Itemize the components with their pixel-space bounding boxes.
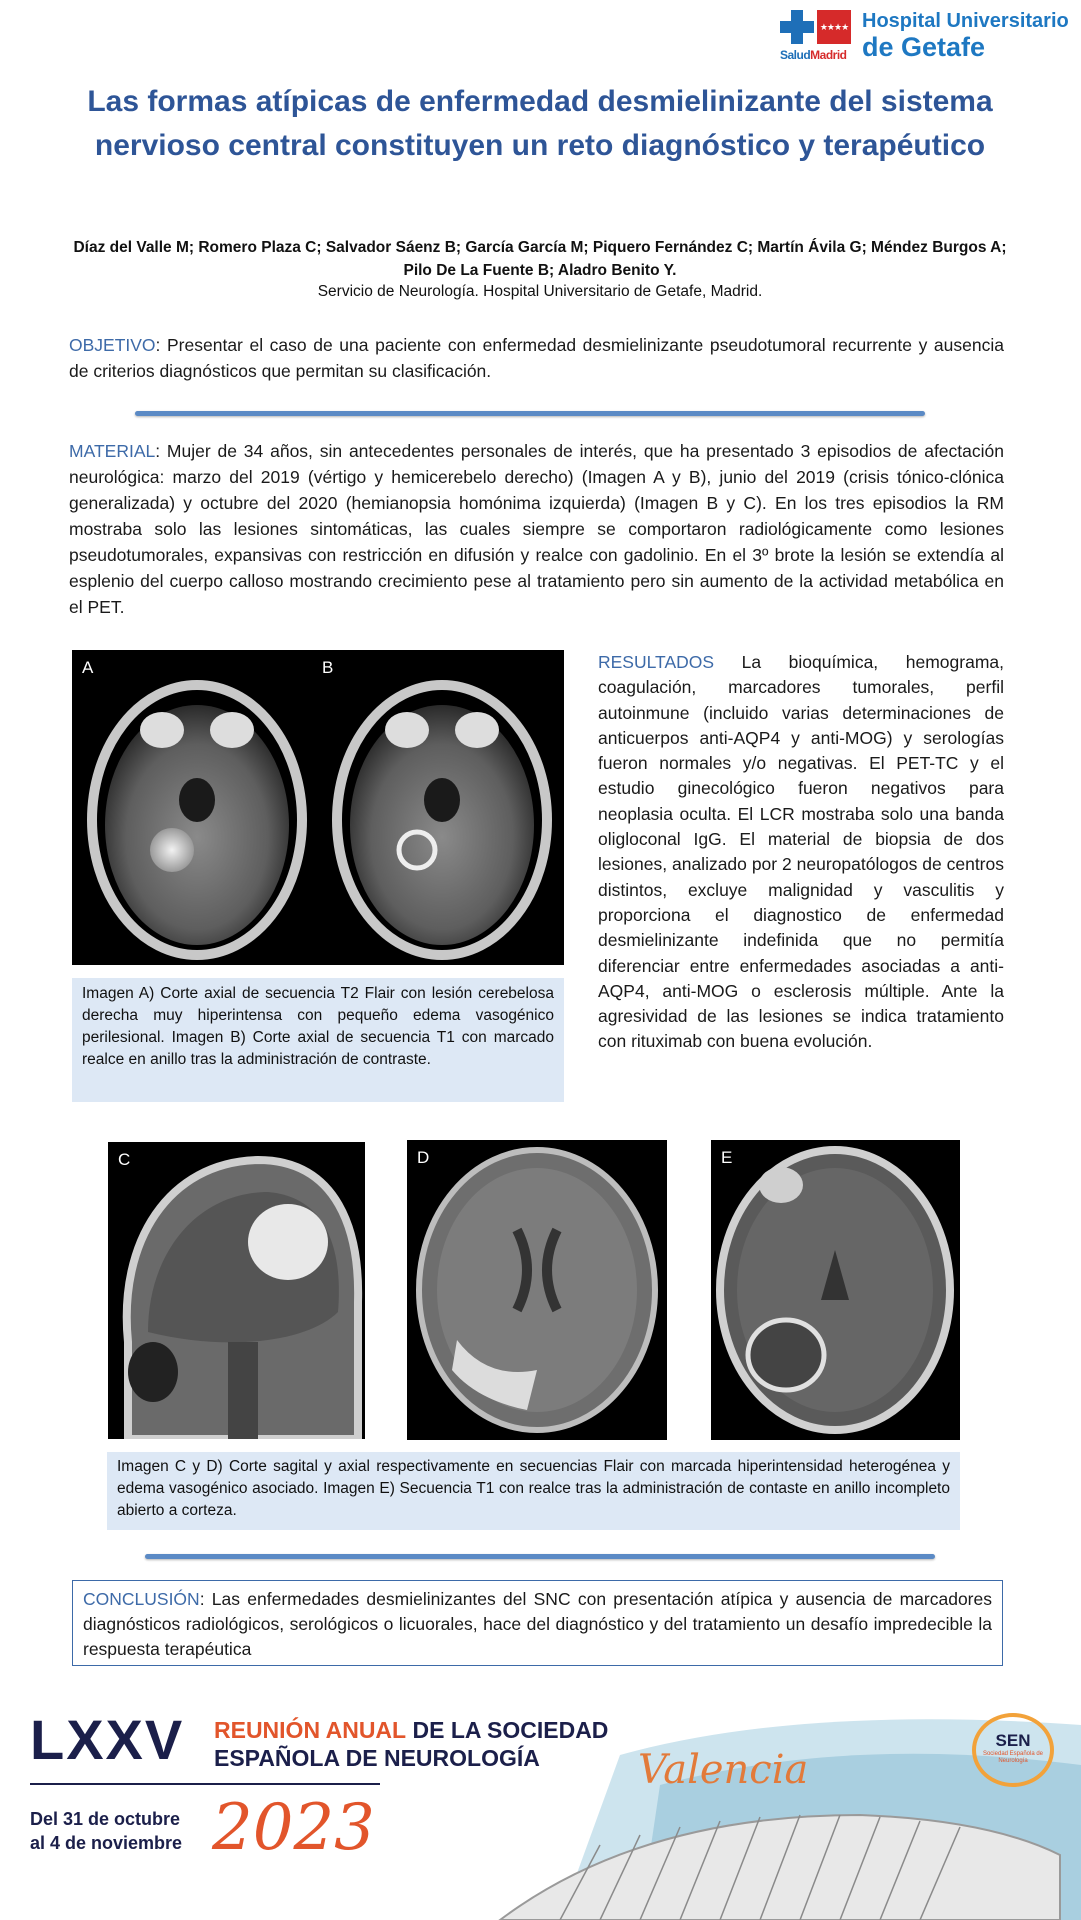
sen-logo-subtext: Sociedad Española de Neurología [982,1751,1044,1764]
caption-cde: Imagen C y D) Corte sagital y axial respectivamente en secuencias Flair con marcada hiperintensidad heterogénea y edema vasogénico asociado. Imagen E) Secuencia T1 con realce tras la administración de contaste en anillo incompleto abierto a corteza. [107,1452,960,1530]
authors-line-2: Pilo De La Fuente B; Aladro Benito Y. [403,262,677,279]
congress-name-line-2: ESPAÑOLA DE NEUROLOGÍA [214,1745,540,1771]
image-label-d: D [417,1148,430,1167]
congress-number: LXXV [30,1708,185,1771]
material-label: MATERIAL [69,441,156,461]
authors-line-1: Díaz del Valle M; Romero Plaza C; Salvador Sáenz B; García García M; Piquero Fernández C; Martín Ávila G; Méndez Burgos A; [73,239,1007,256]
poster-title: Las formas atípicas de enfermedad desmielinizante del sistema nervioso central constituyen un reto diagnóstico y terapéutico [87,85,993,162]
dates-line-2: al 4 de noviembre [30,1833,183,1853]
divider-1 [135,411,925,416]
logo-line-1: Hospital Universitario [862,10,1069,32]
hospital-logo [780,8,1070,64]
mri-axial-flair [407,1140,667,1440]
congress-name-line-1: REUNIÓN ANUAL DE LA SOCIEDAD [214,1717,609,1743]
mri-image-c [108,1142,365,1439]
mri-image-e [711,1140,960,1440]
logo-line-2: de Getafe [862,32,986,62]
congress-city: Valencia [638,1747,809,1793]
image-label-a: A [82,658,94,677]
congress-banner [0,1695,1081,1920]
mri-sagittal [108,1142,365,1439]
authors [40,236,1040,282]
dates-line-1: Del 31 de octubre [30,1809,181,1829]
objetivo-text: : Presentar el caso de una paciente con enfermedad desmielinizante pseudotumoral recurrente y ausencia de criterios diagnósticos que permitan su clasificación. [69,335,1004,381]
mri-image-ab [72,650,564,965]
resultados-label: RESULTADOS [598,652,715,672]
mri-image-d [407,1140,667,1440]
conclusion-box [72,1580,1003,1666]
madrid-flag-icon: ★★★★ [817,10,851,44]
resultados-text: La bioquímica, hemograma, coagulación, marcadores tumorales, perfil autoinmune (incluido varias determinaciones de anticuerpos anti-AQP4 y anti-MOG) y serologías fueron normales y/o negativas. El PET-TC y el estudio ginecológico fueron negativos para neoplasia oculta. El LCR mostraba solo una banda oligloconal IgG. El material de biopsia de dos lesiones, analizado por 2 neuropatólogos de centros distintos, excluye malignidad y vasculitis y proporciona el diagnostico de enfermedad desmielinizante indefinida que no permitía diferenciar entre enfermedades asociadas a anti-AQP4, anti-MOG o esclerosis múltiple. Ante la agresividad de las lesiones se indica tratamiento con rituximab con buena evolución. [598,652,1004,1052]
mri-axial-t1 [711,1140,960,1440]
image-label-e: E [721,1148,733,1167]
material-section [69,438,1004,620]
sen-logo [972,1713,1054,1787]
image-label-b: B [322,658,334,677]
cross-icon [780,10,814,44]
sen-logo-text: SEN [995,1731,1031,1750]
objetivo-section [69,332,1004,384]
image-label-c: C [118,1150,131,1169]
objetivo-label: OBJETIVO [69,335,156,355]
conclusion-label: CONCLUSIÓN [83,1589,200,1609]
logo-subtitle: SaludMadrid [780,48,847,62]
congress-year: 2023 [212,1791,375,1865]
resultados-section [598,650,1004,1055]
affiliation: Servicio de Neurología. Hospital Universitario de Getafe, Madrid. [317,283,763,300]
material-text: : Mujer de 34 años, sin antecedentes personales de interés, que ha presentado 3 episodios de afectación neurológica: marzo del 2019 (vértigo y hemicerebelo derecho) (Imagen A y B), junio del 2019 (crisis tónico-clónica generalizada) y octubre del 2020 (hemianopsia homónima izquierda) (Imagen B y C). En los tres episodios la RM mostraba solo las lesiones sintomáticas, las cuales siempre se comportaron radiológicamente como lesiones pseudotumorales, expansivas con restricción en difusión y realce con gadolinio. En el 3º brote la lesión se extendía al esplenio del cuerpo calloso mostrando crecimiento pese al tratamiento pero sin aumento de la actividad metabólica en el PET. [69,441,1004,617]
conclusion-text: : Las enfermedades desmielinizantes del SNC con presentación atípica y ausencia de marcadores diagnósticos radiológicos, serológicos o licuorales, hace del diagnóstico y del tratamiento un desafío impredecible la respuesta terapéutica [83,1589,992,1659]
mri-axial-pair [72,650,564,965]
divider-2 [145,1554,935,1559]
caption-ab: Imagen A) Corte axial de secuencia T2 Flair con lesión cerebelosa derecha muy hiperintensa con pequeño edema vasogénico perilesional. Imagen B) Corte axial de secuencia T1 con marcado realce en anillo tras la administración de contraste. [72,978,564,1102]
congress-dates [30,1807,182,1855]
